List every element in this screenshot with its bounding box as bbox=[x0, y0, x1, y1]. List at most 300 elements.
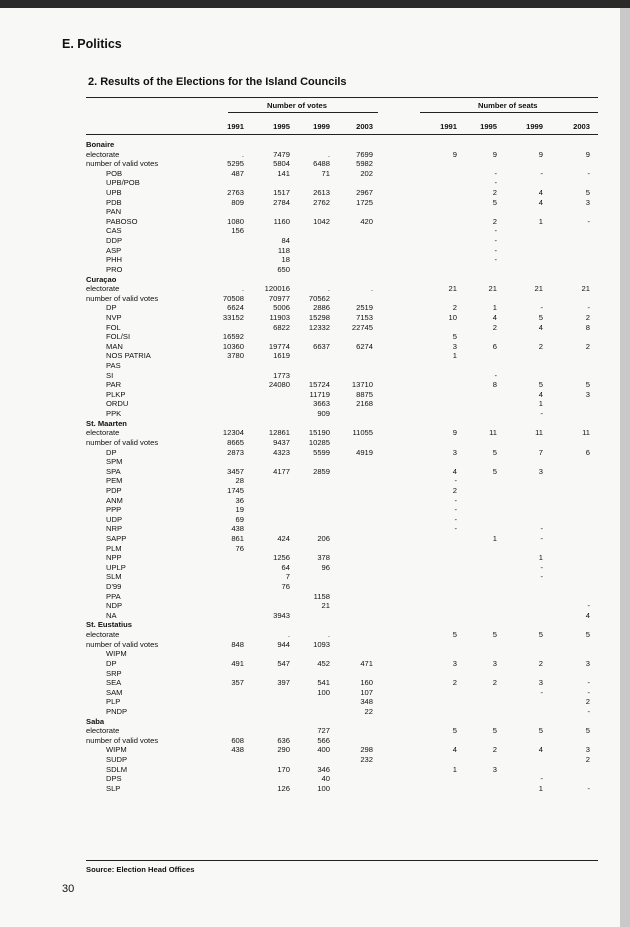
row-label: PHH bbox=[106, 255, 123, 265]
table-row bbox=[0, 361, 620, 371]
table-row bbox=[0, 236, 620, 246]
votes-cell: 1745 bbox=[227, 485, 244, 495]
votes-cell: 424 bbox=[277, 533, 290, 543]
table-row bbox=[0, 726, 620, 736]
votes-cell: 9437 bbox=[273, 437, 290, 447]
votes-cell: 2519 bbox=[356, 303, 373, 313]
seats-cell: 5 bbox=[492, 466, 497, 476]
row-label: MAN bbox=[106, 341, 123, 351]
row-label: electorate bbox=[86, 630, 120, 640]
row-label: NRP bbox=[106, 524, 123, 534]
seats-cell: 4 bbox=[452, 466, 457, 476]
table-row bbox=[0, 457, 620, 467]
seats-cell: - bbox=[494, 168, 497, 178]
row-label: DP bbox=[106, 658, 117, 668]
seats-cell: 5 bbox=[492, 447, 497, 457]
votes-cell: 170 bbox=[277, 764, 290, 774]
seats-cell: 2 bbox=[452, 678, 457, 688]
table-body bbox=[0, 140, 620, 793]
votes-cell: 346 bbox=[317, 764, 330, 774]
seats-cell: 9 bbox=[538, 149, 543, 159]
table-row bbox=[0, 313, 620, 323]
table-row bbox=[0, 572, 620, 582]
seats-cell: - bbox=[494, 255, 497, 265]
table-row bbox=[0, 707, 620, 717]
table-row bbox=[0, 178, 620, 188]
seats-cell: 9 bbox=[452, 428, 457, 438]
votes-cell: 13710 bbox=[351, 380, 373, 390]
seats-cell: 3 bbox=[585, 197, 590, 207]
table-row bbox=[0, 505, 620, 515]
seats-cell: 7 bbox=[538, 447, 543, 457]
seats-cell: 4 bbox=[492, 312, 497, 322]
seats-cell: 9 bbox=[585, 149, 590, 159]
row-label: UPB/POB bbox=[106, 178, 140, 188]
seats-cell: - bbox=[454, 495, 457, 505]
seats-cell: 1 bbox=[452, 764, 457, 774]
seats-cell: 5 bbox=[585, 188, 590, 198]
row-label: CAS bbox=[106, 226, 122, 236]
seats-cell: - bbox=[540, 533, 543, 543]
seats-cell: 3 bbox=[585, 658, 590, 668]
row-label: St. Maarten bbox=[86, 418, 127, 428]
votes-group-header: Number of votes bbox=[267, 101, 327, 110]
seats-cell: - bbox=[540, 303, 543, 313]
votes-cell: . bbox=[327, 284, 330, 294]
votes-cell: 420 bbox=[360, 216, 373, 226]
row-label: ANM bbox=[106, 495, 123, 505]
row-label: electorate bbox=[86, 726, 120, 736]
votes-cell: 650 bbox=[277, 264, 290, 274]
votes-cell: 76 bbox=[281, 582, 290, 592]
votes-cell: 206 bbox=[317, 533, 330, 543]
row-label: PAR bbox=[106, 380, 122, 390]
votes-cell: 397 bbox=[277, 678, 290, 688]
row-label: PAN bbox=[106, 207, 122, 217]
page-number: 30 bbox=[62, 883, 75, 895]
table-row bbox=[0, 294, 620, 304]
section-row bbox=[0, 140, 620, 150]
votes-cell: 3943 bbox=[273, 610, 290, 620]
votes-cell: 69 bbox=[235, 514, 244, 524]
votes-cell: 21 bbox=[321, 601, 330, 611]
seats-cell: 3 bbox=[452, 341, 457, 351]
seats-cell: 4 bbox=[585, 610, 590, 620]
table-top-rule bbox=[86, 97, 598, 98]
seats-cell: 4 bbox=[538, 389, 543, 399]
row-label: NPP bbox=[106, 553, 122, 563]
votes-cell: 8875 bbox=[356, 389, 373, 399]
votes-cell: 40 bbox=[321, 774, 330, 784]
row-label: SPM bbox=[106, 457, 123, 467]
row-label: PPP bbox=[106, 505, 122, 515]
seats-cell: 5 bbox=[452, 726, 457, 736]
votes-cell: 7 bbox=[285, 572, 290, 582]
seats-cell: - bbox=[540, 562, 543, 572]
votes-cell: 5295 bbox=[227, 159, 244, 169]
votes-cell: 298 bbox=[360, 745, 373, 755]
seats-cell: 2 bbox=[492, 322, 497, 332]
votes-cell: 4919 bbox=[356, 447, 373, 457]
seats-cell: 2 bbox=[492, 188, 497, 198]
table-row bbox=[0, 524, 620, 534]
votes-cell: 16592 bbox=[222, 332, 244, 342]
votes-cell: 10360 bbox=[222, 341, 244, 351]
table-row bbox=[0, 611, 620, 621]
table-row bbox=[0, 448, 620, 458]
seats-cell: - bbox=[494, 370, 497, 380]
table-row bbox=[0, 188, 620, 198]
votes-cell: 2784 bbox=[273, 197, 290, 207]
seats-cell: 1 bbox=[538, 783, 543, 793]
seats-year-2003: 2003 bbox=[573, 122, 590, 131]
seats-cell: - bbox=[587, 783, 590, 793]
row-label: PLP bbox=[106, 697, 121, 707]
row-label: PAS bbox=[106, 361, 121, 371]
seats-cell: - bbox=[454, 524, 457, 534]
row-label: PRO bbox=[106, 264, 123, 274]
section-row bbox=[0, 419, 620, 429]
votes-year-2003: 2003 bbox=[356, 122, 373, 131]
seats-cell: 21 bbox=[488, 284, 497, 294]
seats-cell: 5 bbox=[585, 380, 590, 390]
seats-cell: - bbox=[540, 774, 543, 784]
votes-cell: 100 bbox=[317, 783, 330, 793]
votes-cell: 71 bbox=[321, 168, 330, 178]
row-label: PNDP bbox=[106, 706, 128, 716]
table-row bbox=[0, 534, 620, 544]
seats-cell: 2 bbox=[492, 745, 497, 755]
table-row bbox=[0, 226, 620, 236]
seats-cell: - bbox=[494, 226, 497, 236]
votes-cell: 809 bbox=[231, 197, 244, 207]
votes-cell: 1042 bbox=[313, 216, 330, 226]
votes-cell: 861 bbox=[231, 533, 244, 543]
votes-cell: 2967 bbox=[356, 188, 373, 198]
votes-cell: 19 bbox=[235, 505, 244, 515]
votes-cell: 7699 bbox=[356, 149, 373, 159]
votes-cell: 8665 bbox=[227, 437, 244, 447]
votes-cell: 541 bbox=[317, 678, 330, 688]
votes-cell: 11903 bbox=[269, 312, 290, 322]
votes-cell: 84 bbox=[281, 236, 290, 246]
row-label: number of valid votes bbox=[86, 159, 159, 169]
votes-cell: 348 bbox=[360, 697, 373, 707]
table-row bbox=[0, 544, 620, 554]
seats-cell: 5 bbox=[492, 726, 497, 736]
table-row bbox=[0, 246, 620, 256]
seats-cell: 5 bbox=[538, 312, 543, 322]
votes-cell: 491 bbox=[231, 658, 244, 668]
votes-cell: 727 bbox=[317, 726, 330, 736]
row-label: DDP bbox=[106, 236, 123, 246]
row-label: SDLM bbox=[106, 764, 128, 774]
table-row bbox=[0, 765, 620, 775]
votes-cell: 4323 bbox=[273, 447, 290, 457]
seats-cell: 5 bbox=[585, 726, 590, 736]
seats-year-1995: 1995 bbox=[480, 122, 497, 131]
table-row bbox=[0, 207, 620, 217]
table-row bbox=[0, 697, 620, 707]
seats-cell: 4 bbox=[538, 188, 543, 198]
table-row bbox=[0, 659, 620, 669]
votes-cell: 12861 bbox=[268, 428, 290, 438]
seats-cell: - bbox=[454, 505, 457, 515]
table-row bbox=[0, 371, 620, 381]
row-label: DPS bbox=[106, 774, 122, 784]
table-row bbox=[0, 630, 620, 640]
table-row bbox=[0, 563, 620, 573]
votes-cell: 290 bbox=[277, 745, 290, 755]
votes-cell: 24080 bbox=[268, 380, 290, 390]
seats-cell: 5 bbox=[452, 630, 457, 640]
votes-year-1995: 1995 bbox=[273, 122, 290, 131]
votes-cell: 6637 bbox=[313, 341, 330, 351]
scan-top-edge bbox=[0, 0, 630, 8]
seats-cell: 1 bbox=[538, 553, 543, 563]
row-label: SAPP bbox=[106, 533, 127, 543]
seats-cell: 1 bbox=[492, 303, 497, 313]
seats-cell: 5 bbox=[492, 630, 497, 640]
votes-cell: 15190 bbox=[308, 428, 330, 438]
table-row bbox=[0, 390, 620, 400]
table-row bbox=[0, 601, 620, 611]
votes-cell: 232 bbox=[360, 755, 373, 764]
table-row bbox=[0, 515, 620, 525]
votes-cell: 10285 bbox=[308, 437, 330, 447]
row-label: SRP bbox=[106, 668, 122, 678]
row-label: number of valid votes bbox=[86, 735, 159, 745]
row-label: SI bbox=[106, 370, 114, 380]
votes-cell: 33152 bbox=[222, 312, 244, 322]
row-label: SUDP bbox=[106, 755, 128, 764]
row-label: WIPM bbox=[106, 745, 127, 755]
source-note: Source: Election Head Offices bbox=[86, 865, 195, 874]
votes-cell: 438 bbox=[231, 745, 244, 755]
votes-cell: . bbox=[327, 149, 330, 159]
votes-cell: . bbox=[327, 630, 330, 640]
seats-cell: 11 bbox=[489, 428, 497, 438]
votes-cell: 636 bbox=[277, 735, 290, 745]
votes-cell: 3663 bbox=[313, 399, 330, 409]
row-label: POB bbox=[106, 168, 123, 178]
section-row bbox=[0, 275, 620, 285]
row-label: ORDU bbox=[106, 399, 129, 409]
table-row bbox=[0, 438, 620, 448]
seats-group-rule bbox=[420, 112, 598, 113]
votes-cell: 12332 bbox=[308, 322, 330, 332]
row-label: PLM bbox=[106, 543, 122, 553]
table-row bbox=[0, 409, 620, 419]
votes-cell: 2613 bbox=[313, 188, 330, 198]
votes-cell: 202 bbox=[360, 168, 373, 178]
table-row bbox=[0, 486, 620, 496]
seats-cell: - bbox=[494, 178, 497, 188]
votes-cell: 5006 bbox=[273, 303, 290, 313]
votes-cell: 452 bbox=[317, 658, 330, 668]
row-label: DP bbox=[106, 303, 117, 313]
seats-cell: 5 bbox=[452, 332, 457, 342]
seats-cell: 5 bbox=[538, 380, 543, 390]
votes-cell: 7153 bbox=[356, 312, 373, 322]
seats-cell: 6 bbox=[492, 341, 497, 351]
seats-group-header: Number of seats bbox=[478, 101, 538, 110]
seats-cell: - bbox=[454, 514, 457, 524]
votes-cell: 1158 bbox=[313, 591, 330, 601]
votes-cell: 12304 bbox=[222, 428, 244, 438]
votes-cell: 2762 bbox=[313, 197, 330, 207]
votes-cell: 3457 bbox=[227, 466, 244, 476]
votes-cell: 22 bbox=[364, 706, 373, 716]
seats-cell: 3 bbox=[452, 447, 457, 457]
seats-cell: 2 bbox=[585, 755, 590, 764]
votes-cell: 400 bbox=[317, 745, 330, 755]
seats-cell: 1 bbox=[538, 216, 543, 226]
votes-cell: 1256 bbox=[273, 553, 290, 563]
seats-cell: - bbox=[587, 678, 590, 688]
row-label: FOL bbox=[106, 322, 121, 332]
votes-group-rule bbox=[228, 112, 378, 113]
seats-cell: 3 bbox=[452, 658, 457, 668]
seats-cell: 2 bbox=[585, 697, 590, 707]
votes-cell: 15724 bbox=[308, 380, 330, 390]
votes-cell: 141 bbox=[277, 168, 290, 178]
votes-year-1991: 1991 bbox=[227, 122, 244, 131]
row-label: SPA bbox=[106, 466, 121, 476]
table-row bbox=[0, 649, 620, 659]
votes-cell: 2859 bbox=[313, 466, 330, 476]
votes-cell: 36 bbox=[235, 495, 244, 505]
seats-cell: 9 bbox=[492, 149, 497, 159]
row-label: NA bbox=[106, 610, 117, 620]
seats-cell: 5 bbox=[585, 630, 590, 640]
table-row bbox=[0, 303, 620, 313]
votes-cell: 28 bbox=[235, 476, 244, 486]
votes-cell: 70562 bbox=[308, 293, 330, 303]
votes-cell: 96 bbox=[321, 562, 330, 572]
row-label: PDB bbox=[106, 197, 122, 207]
table-row bbox=[0, 284, 620, 294]
seats-cell: - bbox=[587, 706, 590, 716]
table-row bbox=[0, 640, 620, 650]
votes-cell: 1093 bbox=[313, 639, 330, 649]
table-bottom-rule bbox=[86, 860, 598, 861]
table-row bbox=[0, 582, 620, 592]
votes-cell: 2873 bbox=[227, 447, 244, 457]
table-row bbox=[0, 745, 620, 755]
votes-year-1999: 1999 bbox=[313, 122, 330, 131]
votes-cell: 1080 bbox=[227, 216, 244, 226]
seats-cell: - bbox=[494, 236, 497, 246]
votes-cell: 160 bbox=[360, 678, 373, 688]
seats-cell: 1 bbox=[538, 399, 543, 409]
votes-cell: 18 bbox=[281, 255, 290, 265]
votes-cell: 944 bbox=[277, 639, 290, 649]
table-row bbox=[0, 169, 620, 179]
votes-cell: 909 bbox=[317, 409, 330, 419]
seats-cell: 2 bbox=[585, 341, 590, 351]
seats-cell: 4 bbox=[538, 322, 543, 332]
table-row bbox=[0, 553, 620, 563]
votes-cell: 848 bbox=[231, 639, 244, 649]
votes-cell: 6488 bbox=[313, 159, 330, 169]
header-bottom-rule bbox=[86, 134, 598, 135]
table-row bbox=[0, 755, 620, 765]
seats-cell: - bbox=[540, 409, 543, 419]
seats-cell: 2 bbox=[452, 485, 457, 495]
seats-cell: - bbox=[454, 476, 457, 486]
votes-cell: 2763 bbox=[227, 188, 244, 198]
row-label: PDP bbox=[106, 485, 122, 495]
table-row bbox=[0, 399, 620, 409]
votes-cell: 608 bbox=[231, 735, 244, 745]
seats-cell: 2 bbox=[492, 678, 497, 688]
seats-cell: 21 bbox=[581, 284, 590, 294]
row-label: UPLP bbox=[106, 562, 126, 572]
seats-cell: 2 bbox=[452, 303, 457, 313]
votes-cell: 378 bbox=[317, 553, 330, 563]
section-title: E. Politics bbox=[62, 37, 122, 51]
votes-cell: 100 bbox=[317, 687, 330, 697]
seats-cell: 5 bbox=[492, 197, 497, 207]
votes-cell: 5982 bbox=[356, 159, 373, 169]
seats-cell: - bbox=[540, 524, 543, 534]
votes-cell: 5804 bbox=[273, 159, 290, 169]
row-label: DP bbox=[106, 447, 117, 457]
votes-cell: 118 bbox=[277, 245, 290, 255]
votes-cell: 126 bbox=[277, 783, 290, 793]
votes-cell: 471 bbox=[360, 658, 373, 668]
row-label: PPA bbox=[106, 591, 121, 601]
row-label: ASP bbox=[106, 245, 122, 255]
row-label: SAM bbox=[106, 687, 123, 697]
row-label: FOL/SI bbox=[106, 332, 131, 342]
votes-cell: 107 bbox=[360, 687, 373, 697]
votes-cell: 1160 bbox=[273, 216, 290, 226]
votes-cell: 19774 bbox=[268, 341, 290, 351]
section-row bbox=[0, 620, 620, 630]
table-row bbox=[0, 669, 620, 679]
seats-cell: 3 bbox=[492, 658, 497, 668]
votes-cell: 357 bbox=[231, 678, 244, 688]
votes-cell: 438 bbox=[231, 524, 244, 534]
table-row bbox=[0, 774, 620, 784]
row-label: PEM bbox=[106, 476, 123, 486]
seats-cell: 8 bbox=[492, 380, 497, 390]
seats-cell: 5 bbox=[538, 630, 543, 640]
table-row bbox=[0, 198, 620, 208]
row-label: Curaçao bbox=[86, 274, 117, 284]
votes-cell: 6624 bbox=[227, 303, 244, 313]
votes-cell: 156 bbox=[231, 226, 244, 236]
seats-cell: 4 bbox=[538, 745, 543, 755]
table-row bbox=[0, 467, 620, 477]
seats-cell: 4 bbox=[452, 745, 457, 755]
table-row bbox=[0, 736, 620, 746]
table-row bbox=[0, 342, 620, 352]
row-label: PABOSO bbox=[106, 216, 138, 226]
votes-cell: 120016 bbox=[264, 284, 290, 294]
votes-cell: 566 bbox=[317, 735, 330, 745]
row-label: St. Eustatius bbox=[86, 620, 132, 630]
seats-cell: 3 bbox=[492, 764, 497, 774]
table-row bbox=[0, 217, 620, 227]
votes-cell: 70508 bbox=[222, 293, 244, 303]
votes-cell: . bbox=[241, 284, 244, 294]
row-label: electorate bbox=[86, 284, 120, 294]
votes-cell: 6274 bbox=[356, 341, 373, 351]
row-label: number of valid votes bbox=[86, 293, 159, 303]
